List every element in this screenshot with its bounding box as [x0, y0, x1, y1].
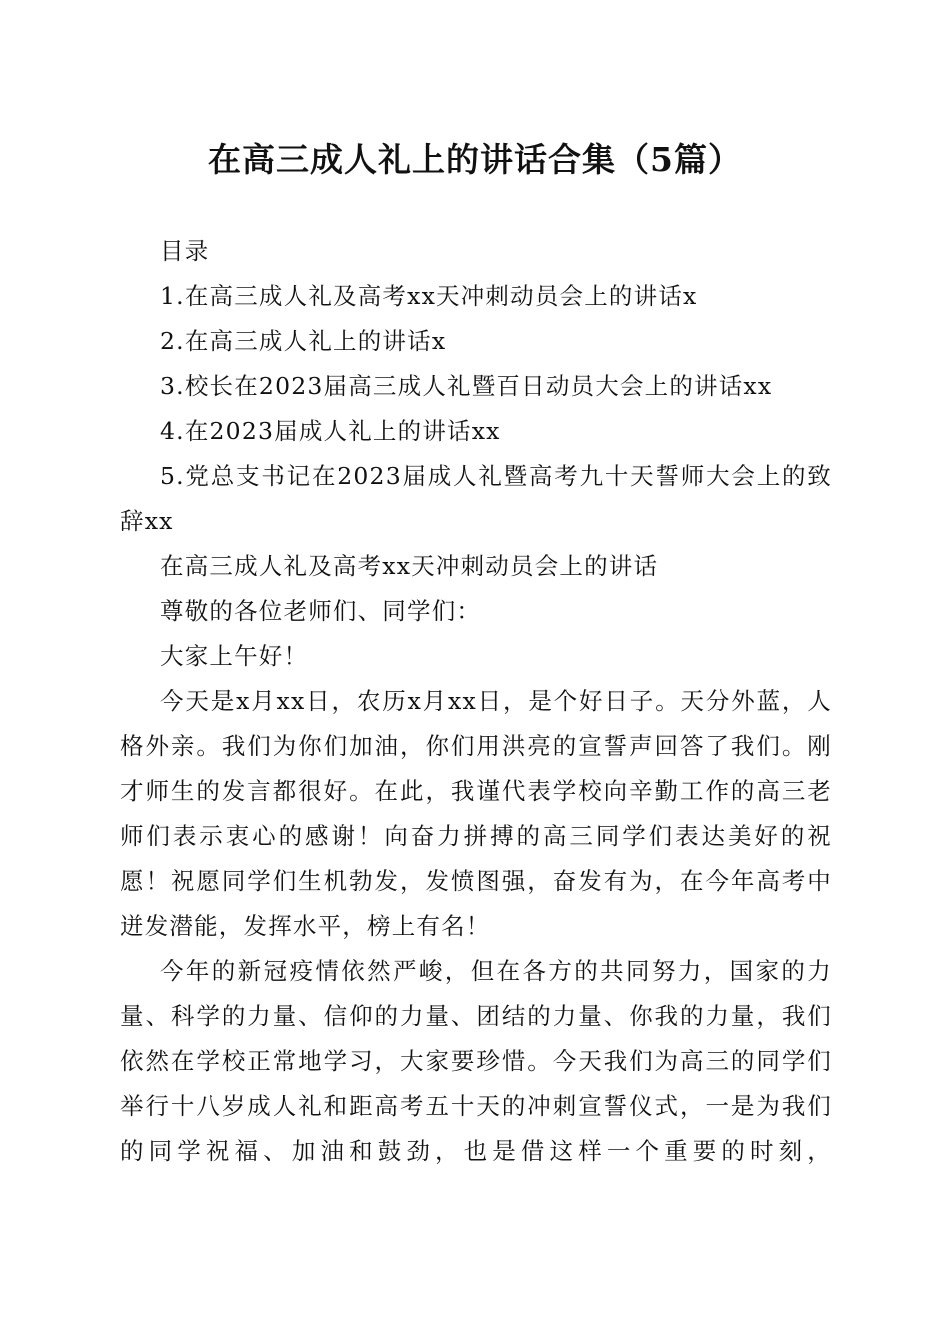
toc-item-4: 4.在2023届成人礼上的讲话xx	[160, 417, 501, 445]
greeting: 大家上午好！	[160, 642, 309, 670]
document-body	[120, 229, 832, 1174]
toc-item-2: 2.在高三成人礼上的讲话x	[160, 327, 447, 355]
toc-item-1: 1.在高三成人礼及高考xx天冲刺动员会上的讲话x	[160, 282, 698, 310]
document-title: 在高三成人礼上的讲话合集（5篇）	[208, 140, 742, 179]
salutation: 尊敬的各位老师们、同学们：	[160, 597, 482, 625]
toc-heading: 目录	[160, 237, 210, 265]
paragraph-1: 今天是x月xx日，农历x月xx日，是个好日子。天分外蓝，人格外亲。我们为你们加油，你们用洪亮的宣誓声回答了我们。刚才师生的发言都很好。在此，我谨代表学校向辛勤工作的高三老师们表示衷心的感谢！向奋力拼搏的高三同学们表达美好的祝愿！祝愿同学们生机勃发，发愤图强，奋发有为，在今年高考中迸发潜能，发挥水平，榜上有名！	[120, 687, 832, 940]
toc-item-3: 3.校长在2023届高三成人礼暨百日动员大会上的讲话xx	[160, 372, 773, 400]
toc-item-5: 5.党总支书记在2023届成人礼暨高考九十天誓师大会上的致辞xx	[120, 462, 832, 535]
paragraph-2: 今年的新冠疫情依然严峻，但在各方的共同努力，国家的力量、科学的力量、信仰的力量、团结的力量、你我的力量，我们依然在学校正常地学习，大家要珍惜。今天我们为高三的同学们举行十八岁成人礼和距高考五十天的冲刺宣誓仪式，一是为我们的同学祝福、加油和鼓劲，也是借这样一个重要的时刻，	[120, 957, 832, 1165]
speech-title: 在高三成人礼及高考xx天冲刺动员会上的讲话	[160, 552, 659, 580]
